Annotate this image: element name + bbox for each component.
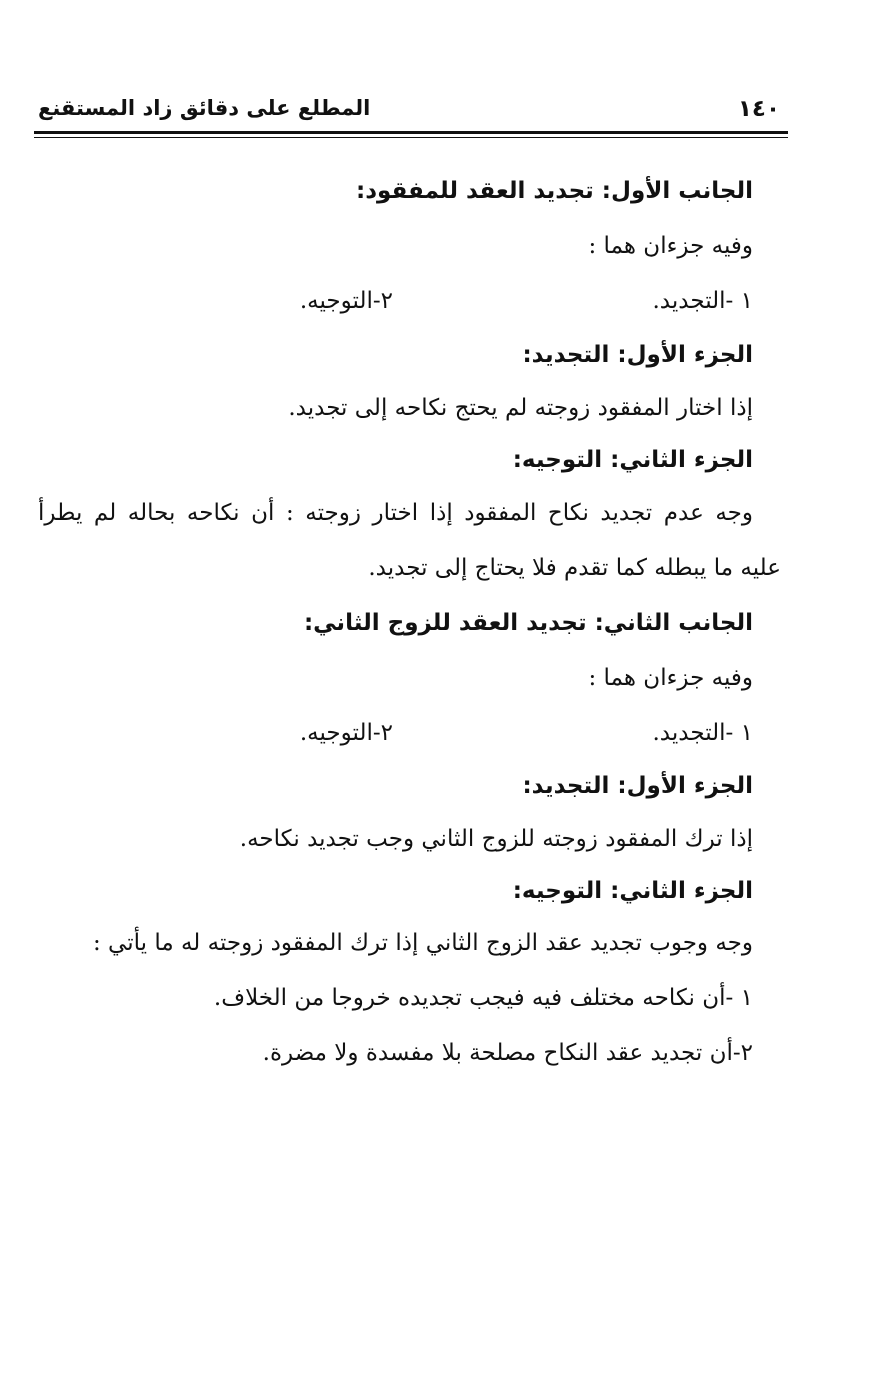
paragraph: إذا ترك المفقود زوجته للزوج الثاني وجب تجديد نكاحه. [239, 826, 753, 852]
page-header [34, 96, 788, 130]
section-heading: الجانب الأول: تجديد العقد للمفقود: [356, 178, 753, 204]
running-title: المطلع على دقائق زاد المستقنع [38, 96, 371, 120]
list-item: ٢-أن تجديد عقد النكاح مصلحة بلا مفسدة ولا مضرة. [262, 1040, 753, 1066]
subsection-heading: الجزء الثاني: التوجيه: [512, 878, 753, 904]
list-item: ١ -أن نكاحه مختلف فيه فيجب تجديده خروجا من الخلاف. [213, 985, 753, 1011]
section-heading: الجانب الثاني: تجديد العقد للزوج الثاني: [303, 610, 753, 636]
subsection-heading: الجزء الأول: التجديد: [522, 773, 753, 799]
header-rule-thin [34, 137, 788, 138]
paragraph: وفيه جزءان هما : [588, 233, 753, 259]
subsection-heading: الجزء الثاني: التوجيه: [512, 447, 753, 473]
list-item: ٢-التوجيه. [299, 288, 393, 314]
header-rule-thick [34, 131, 788, 134]
list-item: ١ -التجديد. [652, 288, 753, 314]
list-item: ٢-التوجيه. [299, 720, 393, 746]
paragraph-line: عليه ما يبطله كما تقدم فلا يحتاج إلى تجديد. [368, 555, 781, 581]
page-number: ١٤٠ [737, 96, 780, 122]
paragraph: إذا اختار المفقود زوجته لم يحتج نكاحه إلى تجديد. [288, 395, 753, 421]
list-item: ١ -التجديد. [652, 720, 753, 746]
paragraph: وفيه جزءان هما : [588, 665, 753, 691]
paragraph-line: وجه عدم تجديد نكاح المفقود إذا اختار زوجته : أن نكاحه بحاله لم يطرأ [38, 500, 753, 526]
subsection-heading: الجزء الأول: التجديد: [522, 342, 753, 368]
paragraph: وجه وجوب تجديد عقد الزوج الثاني إذا ترك المفقود زوجته له ما يأتي : [92, 930, 753, 956]
